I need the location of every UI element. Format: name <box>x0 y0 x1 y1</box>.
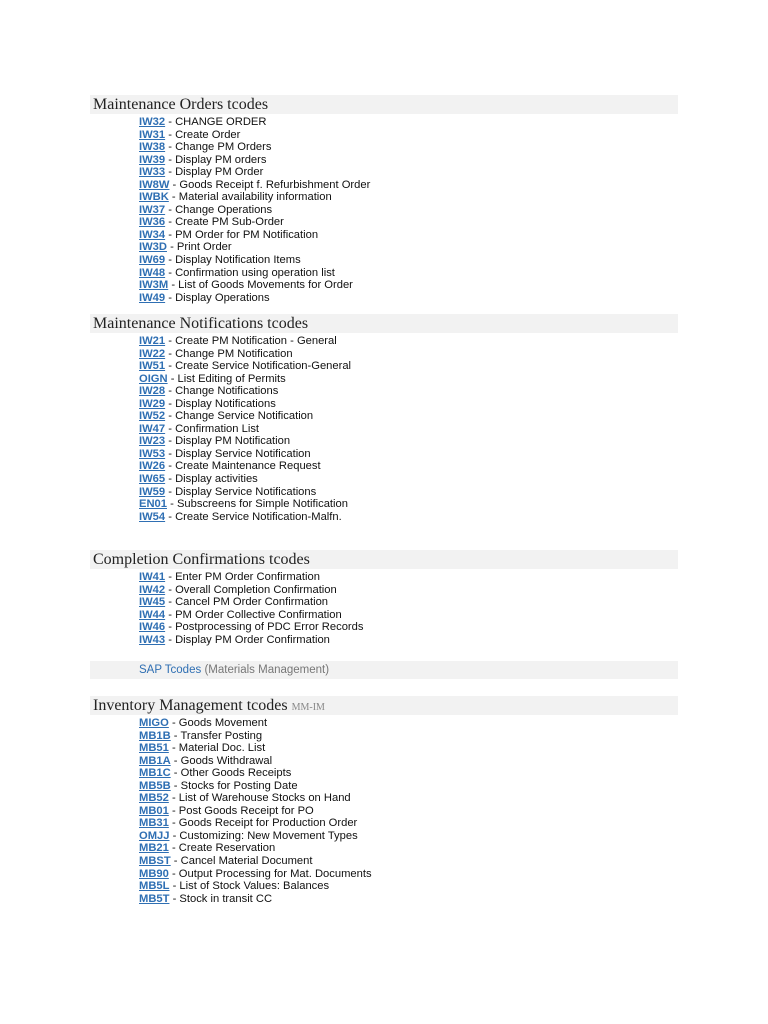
tcode-description: Display activities <box>175 473 258 486</box>
separator: - <box>165 596 176 609</box>
tcode-description: Transfer Posting <box>180 729 263 742</box>
tcode-description: Confirmation List <box>175 422 260 435</box>
tcode-description: Goods Withdrawal <box>180 754 273 767</box>
list-item <box>139 621 678 634</box>
tcode-link[interactable]: IW45 <box>139 596 166 609</box>
list-item <box>139 855 678 868</box>
separator: - <box>169 178 180 191</box>
tcode-description: List of Goods Movements for Order <box>178 279 353 292</box>
separator: - <box>165 228 176 241</box>
tcode-description: Change Operations <box>175 203 273 216</box>
tcode-link[interactable]: MBST <box>139 855 171 868</box>
separator: - <box>168 804 179 817</box>
tcode-description: Subscreens for Simple Notification <box>176 498 348 511</box>
tcode-link[interactable]: MB5T <box>139 892 170 905</box>
list-item <box>139 830 678 843</box>
tcode-description: PM Order for PM Notification <box>175 228 319 241</box>
tcode-link[interactable]: MB31 <box>139 817 169 830</box>
separator: - <box>170 754 181 767</box>
tcode-link[interactable]: IW34 <box>139 228 166 241</box>
tcode-link[interactable]: IW49 <box>139 291 166 304</box>
separator: - <box>165 510 176 523</box>
tcode-link[interactable]: IW51 <box>139 360 166 373</box>
tcode-description: Create Maintenance Request <box>175 460 321 473</box>
list-item <box>139 348 678 361</box>
tcode-description: Print Order <box>176 241 232 254</box>
separator: - <box>165 216 176 229</box>
separator: - <box>169 829 180 842</box>
separator: - <box>170 779 181 792</box>
separator: - <box>165 203 176 216</box>
list-item <box>139 730 678 743</box>
tcode-description: Cancel PM Order Confirmation <box>175 596 329 609</box>
tcode-list <box>90 335 678 523</box>
separator: - <box>168 717 179 729</box>
tcode-description: List of Warehouse Stocks on Hand <box>178 792 351 805</box>
tcode-description: Display PM orders <box>175 153 267 166</box>
list-item <box>139 204 678 217</box>
tcode-description: Customizing: New Movement Types <box>179 829 358 842</box>
separator: - <box>170 729 181 742</box>
tcode-link[interactable]: MIGO <box>139 717 169 729</box>
section-heading: Maintenance Orders tcodes <box>90 95 678 114</box>
tcode-link[interactable]: IW47 <box>139 422 166 435</box>
tcode-link[interactable]: IW32 <box>139 116 166 128</box>
tcode-description: Change PM Orders <box>175 141 272 154</box>
list-item <box>139 742 678 755</box>
separator: - <box>165 571 176 583</box>
tcode-description: Goods Receipt f. Refurbishment Order <box>179 178 371 191</box>
tcode-description: Stock in transit CC <box>179 892 273 905</box>
separator: - <box>165 128 176 141</box>
tcode-description: CHANGE ORDER <box>175 116 267 128</box>
section-inventory-management <box>90 696 678 905</box>
separator: - <box>165 116 176 128</box>
separator: - <box>170 767 181 780</box>
separator: - <box>165 473 176 486</box>
tcode-link[interactable]: IW42 <box>139 583 166 596</box>
tcode-link[interactable]: MB51 <box>139 742 169 755</box>
list-item <box>139 292 678 305</box>
tcode-description: List of Stock Values: Balances <box>179 880 330 893</box>
tcode-link[interactable]: IW59 <box>139 485 166 498</box>
separator: - <box>165 254 176 267</box>
tcode-description: Display Notification Items <box>175 254 301 267</box>
list-item <box>139 373 678 386</box>
separator: - <box>168 191 179 204</box>
list-item <box>139 385 678 398</box>
separator: - <box>168 842 179 855</box>
reference-note: (Materials Management) <box>204 664 330 676</box>
list-item <box>139 435 678 448</box>
list-item <box>139 596 678 609</box>
separator: - <box>165 583 176 596</box>
list-item <box>139 179 678 192</box>
section-heading: Maintenance Notifications tcodes <box>90 314 678 333</box>
list-item <box>139 279 678 292</box>
list-item <box>139 267 678 280</box>
separator: - <box>168 742 179 755</box>
separator: - <box>165 360 176 373</box>
tcode-link[interactable]: IW29 <box>139 397 166 410</box>
list-item <box>139 335 678 348</box>
list-item <box>139 141 678 154</box>
tcode-description: Create PM Sub-Order <box>175 216 284 229</box>
tcode-link[interactable]: MB1A <box>139 754 171 767</box>
list-item <box>139 360 678 373</box>
tcode-description: Create Reservation <box>178 842 276 855</box>
list-item <box>139 571 678 584</box>
tcode-description: PM Order Collective Confirmation <box>175 608 342 621</box>
section-maintenance-orders <box>90 95 678 304</box>
tcode-link[interactable]: IW41 <box>139 571 166 583</box>
tcode-link[interactable]: IW23 <box>139 435 166 448</box>
tcode-description: Display Notifications <box>175 397 276 410</box>
tcode-link[interactable]: IW37 <box>139 203 166 216</box>
separator: - <box>165 608 176 621</box>
separator: - <box>167 372 178 385</box>
separator: - <box>165 397 176 410</box>
tcode-link[interactable]: IW48 <box>139 266 166 279</box>
list-item <box>139 166 678 179</box>
tcode-link[interactable]: MB5B <box>139 779 171 792</box>
list-item <box>139 498 678 511</box>
tcode-list <box>90 571 678 646</box>
tcode-description: Overall Completion Confirmation <box>175 583 337 596</box>
separator: - <box>168 867 179 880</box>
tcode-link[interactable]: IW44 <box>139 608 166 621</box>
tcode-description: Postprocessing of PDC Error Records <box>175 621 364 634</box>
list-item <box>139 767 678 780</box>
section-maintenance-notifications <box>90 314 678 523</box>
list-item <box>139 486 678 499</box>
separator: - <box>165 633 176 646</box>
separator: - <box>166 241 177 254</box>
separator: - <box>165 460 176 473</box>
tcode-description: Enter PM Order Confirmation <box>175 571 320 583</box>
tcode-link[interactable]: IW65 <box>139 473 166 486</box>
tcode-description: Display Service Notifications <box>175 485 317 498</box>
list-item <box>139 423 678 436</box>
sap-tcodes-link[interactable]: SAP Tcodes <box>139 664 202 676</box>
list-item <box>139 116 678 129</box>
separator: - <box>165 485 176 498</box>
tcode-link[interactable]: IW22 <box>139 347 166 360</box>
tcode-link[interactable]: MB90 <box>139 867 169 880</box>
tcode-description: Display PM Notification <box>175 435 291 448</box>
list-item <box>139 410 678 423</box>
list-item <box>139 154 678 167</box>
separator: - <box>165 141 176 154</box>
list-item <box>139 634 678 647</box>
tcode-link[interactable]: IWBK <box>139 191 169 204</box>
tcode-description: Display Operations <box>175 291 270 304</box>
tcode-description: Cancel Material Document <box>180 855 313 868</box>
tcode-description: Confirmation using operation list <box>175 266 335 279</box>
tcode-link[interactable]: IW21 <box>139 335 166 347</box>
tcode-link[interactable]: IW3M <box>139 279 169 292</box>
tcode-description: Post Goods Receipt for PO <box>178 804 314 817</box>
separator: - <box>165 447 176 460</box>
section-completion-confirmations <box>90 550 678 646</box>
separator: - <box>170 855 181 868</box>
separator: - <box>165 266 176 279</box>
separator: - <box>165 621 176 634</box>
tcode-link[interactable]: IW33 <box>139 166 166 179</box>
tcode-list <box>90 116 678 304</box>
tcode-link[interactable]: MB5L <box>139 880 170 893</box>
list-item <box>139 129 678 142</box>
tcode-link[interactable]: IW3D <box>139 241 167 254</box>
list-item <box>139 893 678 906</box>
tcode-description: List Editing of Permits <box>177 372 286 385</box>
tcode-link[interactable]: IW36 <box>139 216 166 229</box>
tcode-link[interactable]: EN01 <box>139 498 167 511</box>
tcode-link[interactable]: IW54 <box>139 510 166 523</box>
tcode-link[interactable]: IW46 <box>139 621 166 634</box>
reference-bar <box>90 661 678 679</box>
separator: - <box>165 410 176 423</box>
list-item <box>139 792 678 805</box>
tcode-description: Change Service Notification <box>175 410 314 423</box>
tcode-description: Change Notifications <box>175 385 279 398</box>
separator: - <box>165 347 176 360</box>
list-item <box>139 805 678 818</box>
separator: - <box>167 498 177 511</box>
tcode-description: Create PM Notification - General <box>175 335 337 347</box>
tcode-link[interactable]: IW52 <box>139 410 166 423</box>
tcode-description: Display Service Notification <box>175 447 311 460</box>
separator: - <box>165 291 176 304</box>
tcode-link[interactable]: MB01 <box>139 804 169 817</box>
list-item <box>139 717 678 730</box>
list-item <box>139 448 678 461</box>
list-item <box>139 241 678 254</box>
tcode-link[interactable]: IW43 <box>139 633 166 646</box>
separator: - <box>168 279 179 292</box>
tcode-description: Output Processing for Mat. Documents <box>178 867 372 880</box>
list-item <box>139 842 678 855</box>
tcode-link[interactable]: IW39 <box>139 153 166 166</box>
separator: - <box>165 153 176 166</box>
separator: - <box>168 817 179 830</box>
tcode-description: Other Goods Receipts <box>180 767 292 780</box>
tcode-description: Create Service Notification-General <box>175 360 352 373</box>
tcode-link[interactable]: IW38 <box>139 141 166 154</box>
separator: - <box>165 385 176 398</box>
tcode-description: Material Doc. List <box>178 742 266 755</box>
tcode-description: Create Order <box>175 128 241 141</box>
list-item <box>139 473 678 486</box>
section-heading: Inventory Management tcodes MM-IM <box>90 696 678 715</box>
tcode-link[interactable]: IW69 <box>139 254 166 267</box>
separator: - <box>168 792 179 805</box>
tcode-description: Goods Movement <box>178 717 268 729</box>
list-item <box>139 511 678 524</box>
list-item <box>139 254 678 267</box>
tcode-description: Display PM Order <box>175 166 264 179</box>
tcode-link[interactable]: MB1C <box>139 767 171 780</box>
tcode-link[interactable]: MB1B <box>139 729 171 742</box>
tcode-list <box>90 717 678 905</box>
list-item <box>139 755 678 768</box>
tcode-link[interactable]: OMJJ <box>139 829 170 842</box>
list-item <box>139 191 678 204</box>
section-subtitle: MM-IM <box>291 702 325 713</box>
list-item <box>139 609 678 622</box>
list-item <box>139 584 678 597</box>
list-item <box>139 868 678 881</box>
tcode-link[interactable]: MB21 <box>139 842 169 855</box>
separator: - <box>165 422 176 435</box>
tcode-description: Change PM Notification <box>175 347 293 360</box>
separator: - <box>169 892 180 905</box>
separator: - <box>165 335 176 347</box>
tcode-link[interactable]: MB52 <box>139 792 169 805</box>
tcode-link[interactable]: IW31 <box>139 128 166 141</box>
tcode-link[interactable]: IW53 <box>139 447 166 460</box>
list-item <box>139 880 678 893</box>
tcode-link[interactable]: OIGN <box>139 372 168 385</box>
tcode-description: Stocks for Posting Date <box>180 779 298 792</box>
list-item <box>139 460 678 473</box>
list-item <box>139 398 678 411</box>
tcode-description: Goods Receipt for Production Order <box>178 817 358 830</box>
separator: - <box>169 880 180 893</box>
tcode-description: Display PM Order Confirmation <box>175 633 330 646</box>
tcode-link[interactable]: IW8W <box>139 178 170 191</box>
separator: - <box>165 435 176 448</box>
list-item <box>139 817 678 830</box>
list-item <box>139 216 678 229</box>
tcode-link[interactable]: IW26 <box>139 460 166 473</box>
separator: - <box>165 166 176 179</box>
list-item <box>139 780 678 793</box>
tcode-description: Material availability information <box>178 191 332 204</box>
tcode-description: Create Service Notification-Malfn. <box>175 510 342 523</box>
list-item <box>139 229 678 242</box>
tcode-link[interactable]: IW28 <box>139 385 166 398</box>
section-heading: Completion Confirmations tcodes <box>90 550 678 569</box>
